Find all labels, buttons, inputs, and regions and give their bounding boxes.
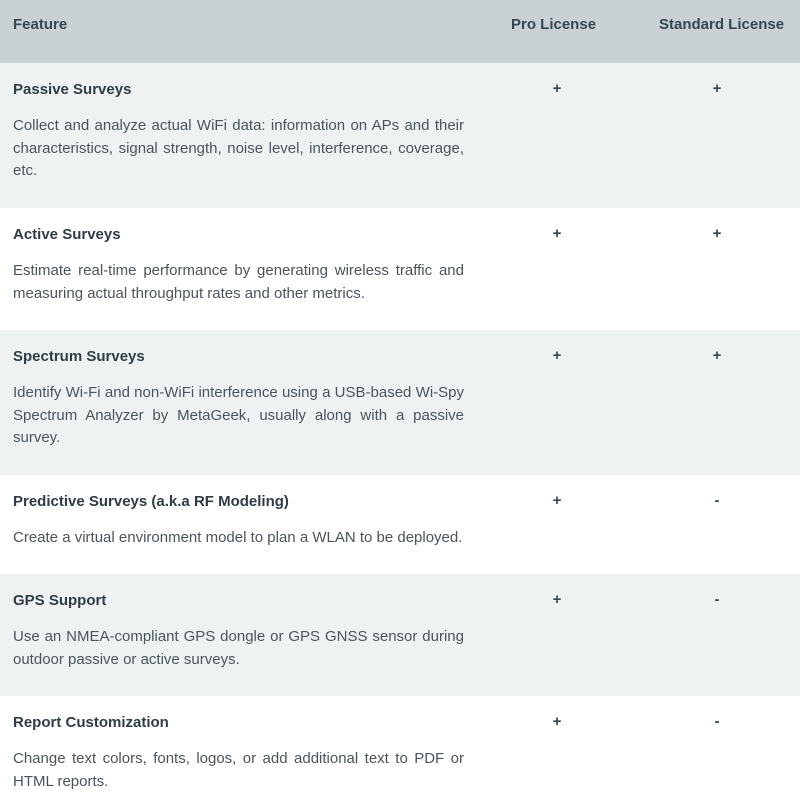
pro-license-value: + <box>552 492 562 509</box>
feature-description: Create a virtual environment model to plan a WLAN to be deployed. <box>13 529 463 546</box>
column-header-pro-license: Pro License <box>511 16 597 33</box>
pro-license-value: + <box>552 713 562 730</box>
table-row <box>0 208 800 330</box>
pro-license-value: + <box>552 591 562 608</box>
table-row <box>0 63 800 208</box>
column-header-feature: Feature <box>13 16 68 33</box>
feature-title: Passive Surveys <box>13 81 132 98</box>
feature-title: GPS Support <box>13 592 107 609</box>
pro-license-value: + <box>552 80 562 97</box>
table-row <box>0 475 800 574</box>
feature-description: Use an NMEA-compliant GPS dongle or GPS GNSS sensor during outdoor passive or active surveys. <box>13 628 464 668</box>
standard-license-value: - <box>714 492 720 509</box>
feature-title: Report Customization <box>13 714 169 731</box>
feature-title: Spectrum Surveys <box>13 348 145 365</box>
table-row <box>0 330 800 475</box>
feature-description: Identify Wi-Fi and non-WiFi interference using a USB-based Wi-Spy Spectrum Analyzer by MetaGeek, usually along with a passive survey. <box>13 384 464 446</box>
pro-license-value: + <box>552 347 562 364</box>
table-header <box>0 0 800 63</box>
table-row <box>0 574 800 696</box>
standard-license-value: - <box>714 591 720 608</box>
standard-license-value: + <box>712 225 722 242</box>
feature-title: Predictive Surveys (a.k.a RF Modeling) <box>13 493 289 510</box>
column-header-standard-license: Standard License <box>659 16 785 33</box>
feature-description: Collect and analyze actual WiFi data: information on APs and their characteristics, signal strength, noise level, interference, coverage, etc. <box>13 117 464 179</box>
standard-license-value: + <box>712 80 722 97</box>
standard-license-value: + <box>712 347 722 364</box>
feature-description: Estimate real-time performance by generating wireless traffic and measuring actual throughput rates and other metrics. <box>13 262 464 302</box>
table-row <box>0 696 800 811</box>
feature-description: Change text colors, fonts, logos, or add additional text to PDF or HTML reports. <box>13 750 464 790</box>
feature-title: Active Surveys <box>13 226 121 243</box>
pro-license-value: + <box>552 225 562 242</box>
standard-license-value: - <box>714 713 720 730</box>
